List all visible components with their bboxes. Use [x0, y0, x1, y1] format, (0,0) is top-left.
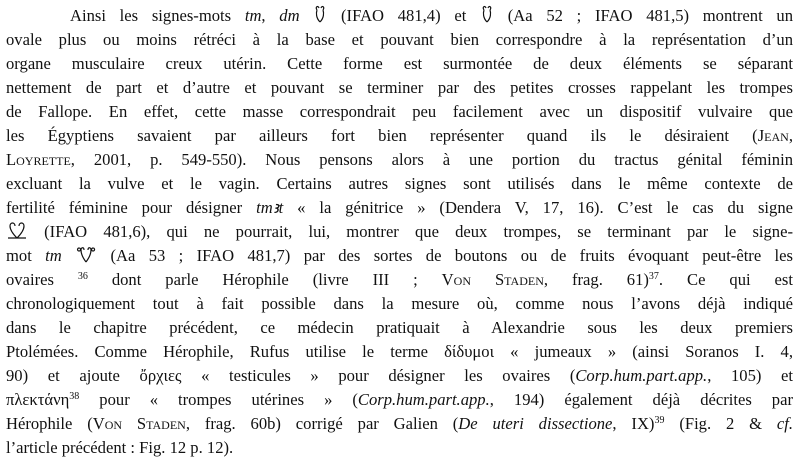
paragraph-line-18: Hérophile (Von Staden, frag. 60b) corrigé par Galien (De uteri dissectione, IX)$^{39}$ (Fig. 2 & cf.: [6, 414, 794, 433]
ovary-hieroglyph-icon: [75, 244, 97, 264]
paragraph-line-19: l’article précédent : Fig. 12 p. 12).: [6, 438, 234, 457]
paragraph-line-12: ovaires $^{36}$ dont parle Hérophile (livre III ; Von Staden, frag. 61)$^{37}$. Ce qui est: [6, 270, 793, 289]
footnote-ref-38[interactable]: 38: [69, 391, 80, 402]
paragraph-line-15: Ptolémées. Comme Hérophile, Rufus utilise le terme δίδυμοι « jumeaux » (ainsi Soranos I. 4,: [6, 342, 793, 361]
paragraph-line-17: πλεκτάνη$^{38}$ pour « trompes utérines » (Corp.hum.part.app., 194) également déjà décrites par: [6, 390, 793, 409]
footnote-ref-37[interactable]: 37: [648, 271, 659, 282]
paragraph-line-8: excluant la vulve et le vagin. Certains autres signes sont utilisés dans le même contexte de: [6, 174, 793, 193]
footnote-ref-39[interactable]: 39: [654, 415, 665, 426]
paragraph-line-14: dans le chapitre précédent, ce médecin pratiquait à Alexandrie sous les deux premiers: [6, 318, 793, 337]
uterus-hieroglyph-icon: [480, 4, 494, 24]
paragraph-line-4: nettement de part et d’autre et pouvant se terminer par des petites crosses rappelant les trompes: [6, 78, 793, 97]
greek-term: πλεκτάνη: [6, 390, 70, 409]
paragraph-line-9: fertilité féminine pour désigner tmꜣt « la génitrice » (Dendera V, 17, 16). C’est le cas du signe: [6, 198, 793, 217]
greek-term: δίδυμοι: [444, 342, 495, 361]
greek-term: ὄρχιες: [139, 366, 182, 385]
paragraph-line-7: Loyrette, 2001, p. 549-550). Nous pensons alors à une portion du tractus génital féminin: [6, 150, 793, 169]
paragraph-line-16: 90) et ajoute ὄρχιες « testicules » pour désigner les ovaires (Corp.hum.part.app., 105) et: [6, 366, 793, 385]
paragraph-line-2: ovale plus ou moins rétréci à la base et pouvant bien correspondre à la représentation d’un: [6, 30, 793, 49]
paragraph-line-10: (IFAO 481,6), qui ne pourrait, lui, montrer que deux trompes, se terminant par le signe-: [6, 220, 793, 244]
footnote-ref-36[interactable]: 36: [77, 271, 88, 282]
paragraph-line-5: de Fallope. En effet, cette masse correspondrait peu facilement avec un dispositif vulvaire que: [6, 102, 793, 121]
paragraph-line-11: mot tm (Aa 53 ; IFAO 481,7) par des sortes de boutons ou de fruits évoquant peut-être les: [6, 246, 793, 265]
paragraph-line-3: organe musculaire creux utérin. Cette forme est surmontée de deux éléments se séparant: [6, 54, 793, 73]
paragraph-line-13: chronologiquement tout à fait possible dans la mesure où, comme nous l’avons déjà indiqué: [6, 294, 793, 313]
uterus-hieroglyph-icon: [313, 4, 327, 24]
paragraph-line-1: Ainsi les signes-mots tm, dm (IFAO 481,4) et (Aa 52 ; IFAO 481,5) montrent un: [70, 6, 793, 25]
fallopian-hieroglyph-icon: [6, 220, 28, 240]
paragraph-line-6: les Égyptiens savaient par ailleurs fort bien représenter quand ils le désiraient (Jean,: [6, 126, 793, 145]
